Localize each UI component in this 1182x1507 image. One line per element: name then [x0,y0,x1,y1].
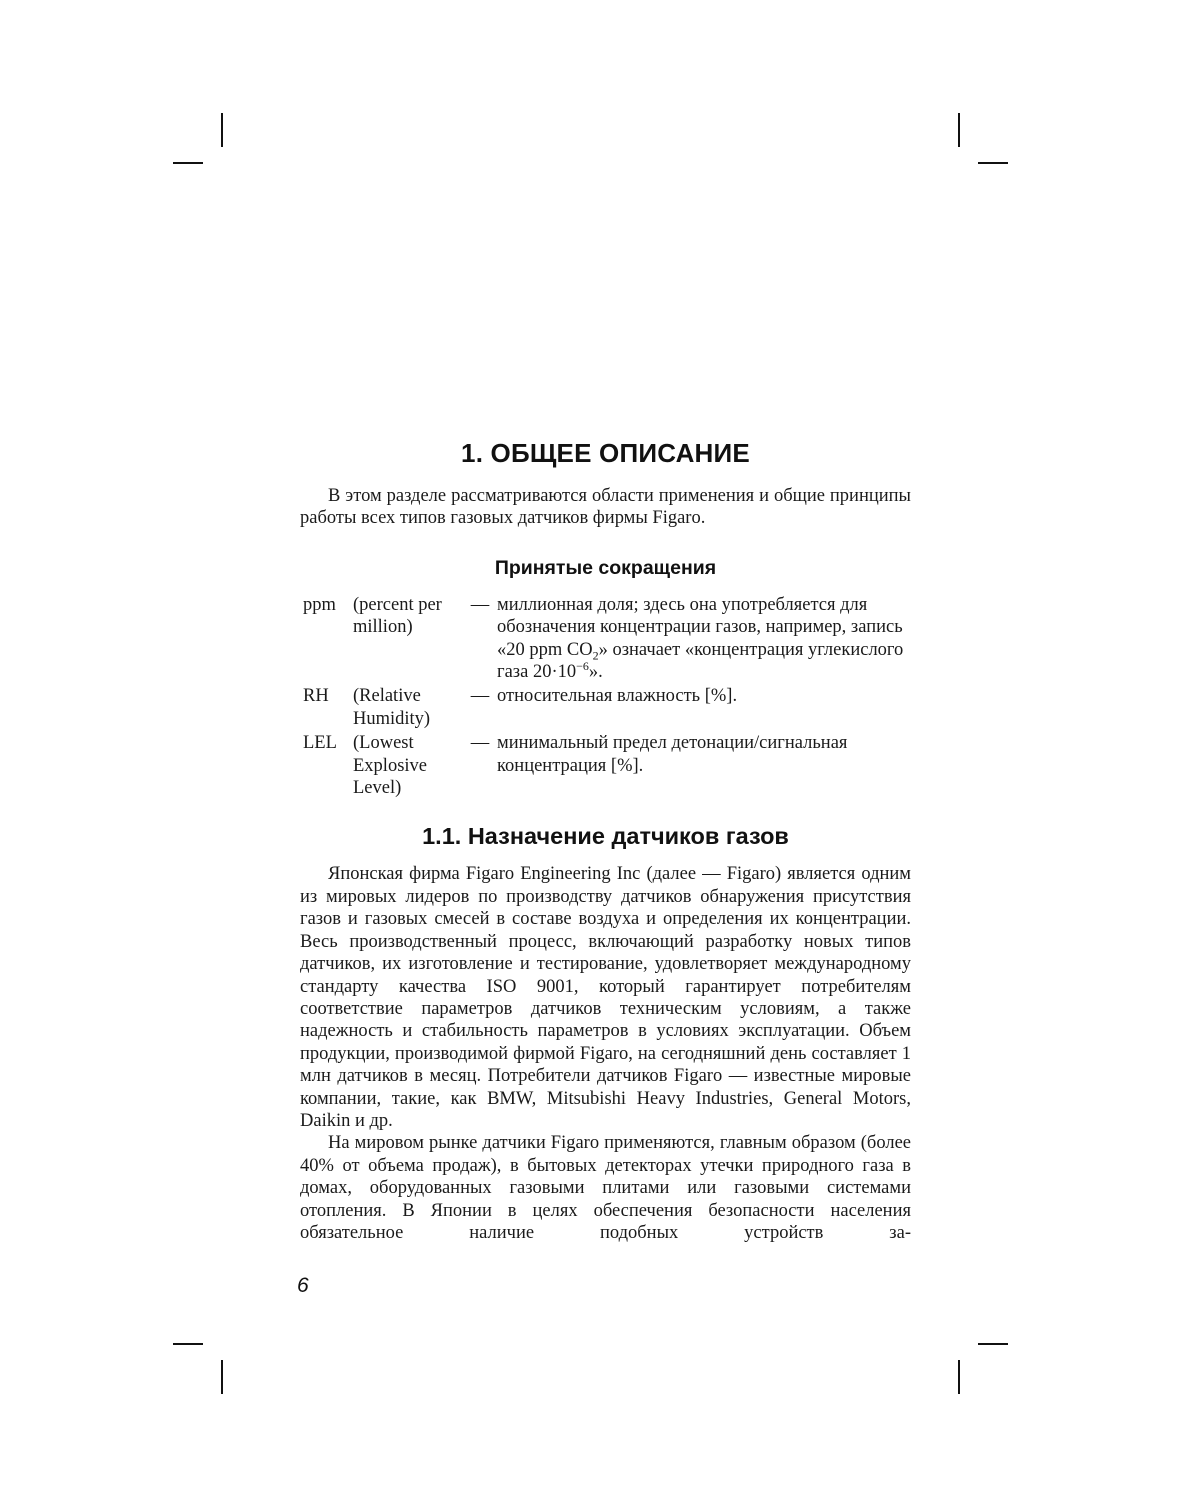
abbreviation-code: ppm [303,594,336,615]
page-number: 6 [297,1274,309,1297]
crop-mark-top-left-vertical [221,113,223,147]
abbreviation-dash: — [470,733,490,754]
abbreviation-description: относительная влажность [%]. [497,686,738,707]
crop-mark-bottom-right-vertical [958,1360,960,1394]
crop-mark-bottom-left-horizontal [173,1343,203,1345]
abbreviation-code: LEL [303,733,337,754]
page-content [300,438,911,1244]
abbreviation-dash: — [470,686,490,707]
crop-mark-top-left-horizontal [173,162,203,164]
abbreviation-english: (percent per million) [353,594,442,638]
abbreviation-description: минимальный предел детонации/сигнальная концентрация [%]. [497,733,848,776]
abbreviation-english: (Relative Humidity) [353,686,431,729]
body-paragraph-1: Японская фирма Figaro Engineering Inc (далее — Figaro) является одним из мировых лидеров по производству датчиков обнаружения присутствия газов и газовых смесей в составе воздуха и определения их концентрации. Весь производственный процесс, включающий разработку новых типов датчиков, их изготовление и тестирование, удовлетворяет международному стандарту качества ISO 9001, который гарантирует потребителям соответствие параметров датчиков техническим условиям, а также надежность и стабильность параметров в условиях эксплуатации. Объем продукции, производимой фирмой Figaro, на сегодняшний день составляет 1 млн датчиков в месяц. Потребители датчиков Figaro — известные мировые компании, такие, как BMW, Mitsubishi Heavy Industries, General Motors, Daikin и др. [300,864,911,1131]
crop-mark-top-right-vertical [958,113,960,147]
crop-mark-bottom-right-horizontal [978,1343,1008,1345]
abbreviation-description: миллионная доля; здесь она употребляется для обозначения концентрации газов, например, запись «20 ppm $CO_2$» означает «концентрация углекислого газа $20\cdot 10^{-6}$». [497,594,904,683]
abbreviation-row-lel [300,730,907,799]
abbreviations-table [300,594,907,800]
body-paragraph-2: На мировом рынке датчики Figaro применяются, главным образом (более 40% от объема продаж), в бытовых детекторах утечки природного газа в домах, оборудованных газовыми плитами или газовыми системами отопления. В Японии в целях обеспечения безопасности населения обязательное наличие подобных устройств за- [300,1133,911,1243]
section-title: 1.1. Назначение датчиков газов [422,823,789,850]
intro-paragraph: В этом разделе рассматриваются области применения и общие принципы работы всех типов газовых датчиков фирмы Figaro. [300,486,911,529]
abbreviations-title: Принятые сокращения [494,556,717,579]
abbreviation-dash: — [470,594,490,615]
crop-mark-bottom-left-vertical [221,1360,223,1394]
abbreviation-row-ppm [300,594,907,684]
abbreviation-english: (Lowest Explosive Level) [353,733,427,799]
abbreviation-code: RH [303,686,329,707]
crop-mark-top-right-horizontal [978,162,1008,164]
abbreviation-row-rh [300,683,907,730]
chapter-title: 1. ОБЩЕЕ ОПИСАНИЕ [461,438,750,468]
